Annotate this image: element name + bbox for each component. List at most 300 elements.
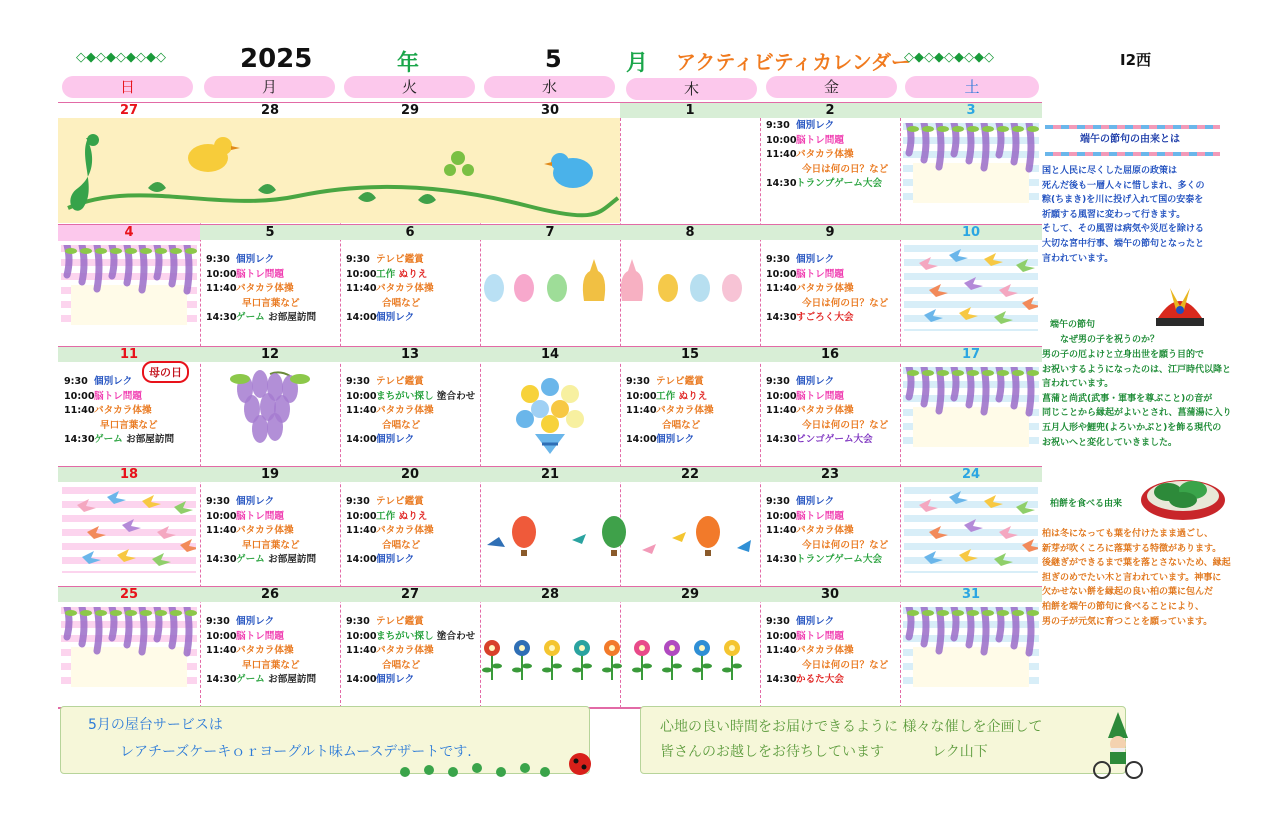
schedule-activity: パタカラ体操: [376, 525, 434, 536]
schedule-activity: 今日は何の日？など: [802, 297, 889, 309]
schedule-time: 14:00: [346, 312, 377, 323]
schedule-list: [626, 375, 758, 448]
date-number: 12: [200, 347, 340, 362]
flowers-illustration: [482, 638, 757, 683]
calendar-cell-sun: [58, 587, 200, 708]
schedule-activity: パタカラ体操: [796, 645, 854, 656]
schedule-entry: [206, 630, 338, 645]
calendar-cell-sat: [900, 103, 1042, 225]
date-number: 10: [900, 225, 1042, 240]
schedule-time: 11:40: [346, 645, 377, 656]
schedule-activity: 個別レク: [376, 312, 415, 323]
schedule-activity: 今日は何の日？など: [802, 539, 889, 551]
wisteria-illustration: [903, 367, 1039, 451]
schedule-entry: [64, 419, 198, 434]
schedule-entry: [346, 404, 478, 419]
schedule-time: 9:30: [346, 254, 370, 265]
schedule-time: 9:30: [766, 376, 790, 387]
schedule-entry: [206, 253, 338, 268]
schedule-time: 14:30: [766, 434, 797, 445]
date-number: 9: [760, 225, 900, 240]
side-text-line: 五月人形や鯉兜(よろいかぶと)を飾る現代の: [1042, 422, 1222, 433]
schedule-entry: [206, 268, 338, 283]
schedule-activity: ぬりえ: [395, 268, 428, 280]
schedule-entry: [346, 253, 478, 268]
schedule-entry: [766, 148, 898, 163]
header-year-kanji: 年: [397, 51, 420, 76]
schedule-entry: [766, 630, 898, 645]
date-number: 30: [480, 103, 620, 118]
schedule-activity: 脳トレ問題: [796, 268, 844, 280]
side-text-line: 柏は冬になっても葉を付けたまま過ごし、: [1042, 529, 1214, 539]
date-number: 29: [620, 587, 760, 602]
rabbit-icon: [583, 259, 605, 301]
flying-birds-illustration: [904, 245, 1038, 331]
date-number: 26: [200, 587, 340, 602]
weekday-monday: 月: [204, 76, 335, 98]
schedule-activity: パタカラ体操: [236, 525, 294, 536]
unit-label: I2西: [1120, 51, 1152, 69]
kabuto-helmet-icon: [1150, 280, 1210, 335]
schedule-activity: テレビ鑑賞: [376, 376, 424, 387]
date-number: 8: [620, 225, 760, 240]
ladybug-icon: [569, 753, 591, 775]
side-section2-heading1: 端午の節句: [1050, 320, 1096, 330]
calendar-cell-sun: [58, 347, 200, 467]
schedule-time: 11:40: [766, 405, 797, 416]
schedule-list: [206, 615, 338, 688]
schedule-entry: [206, 553, 338, 568]
schedule-activity: 個別レク: [796, 120, 835, 131]
schedule-activity: パタカラ体操: [656, 405, 714, 416]
side-text-line: 粽(ちまき)を川に投げ入れて国の安泰を: [1042, 195, 1204, 206]
side-text-line: 国と人民に尽くした屈原の政策は: [1042, 166, 1178, 176]
schedule-time: 9:30: [346, 616, 370, 627]
schedule-time: 9:30: [206, 496, 230, 507]
schedule-entry: [766, 177, 898, 192]
schedule-entry: [346, 419, 478, 434]
schedule-entry: [346, 553, 478, 568]
schedule-activity: まちがい探し: [376, 630, 434, 642]
side-section3-heading: 柏餅を食べる由来: [1050, 499, 1123, 509]
schedule-time: 11:40: [766, 283, 797, 294]
schedule-time: 14:30: [766, 674, 797, 685]
schedule-activity: 今日は何の日？など: [802, 419, 889, 431]
schedule-activity: ゲーム: [94, 434, 123, 445]
schedule-entry: [766, 253, 898, 268]
flying-birds-illustration: [62, 487, 196, 573]
calendar-cell-sun: [58, 467, 200, 587]
schedule-time: 11:40: [766, 149, 797, 160]
calendar-cell-fri: [760, 467, 900, 587]
schedule-entry: [346, 524, 478, 539]
wisteria-bunch-illustration: [220, 369, 320, 459]
mothers-day-badge: 母の日: [142, 361, 189, 383]
side-decoration-line: [1045, 125, 1220, 129]
schedule-time: 14:30: [206, 554, 237, 565]
schedule-entry: [346, 644, 478, 659]
wisteria-illustration: [61, 245, 197, 329]
weekday-sunday: 日: [62, 76, 193, 98]
schedule-time: 14:30: [206, 674, 237, 685]
schedule-time: 9:30: [206, 254, 230, 265]
schedule-entry: [206, 495, 338, 510]
schedule-activity: 合唱など: [382, 419, 421, 431]
schedule-activity: 脳トレ問題: [796, 134, 844, 146]
date-number: 31: [900, 587, 1042, 602]
gnome-bicycle-icon: [1088, 710, 1148, 780]
date-number: 21: [480, 467, 620, 482]
schedule-activity: お部屋訪問: [264, 554, 317, 565]
schedule-entry: [766, 163, 898, 178]
schedule-activity: テレビ鑑賞: [656, 376, 704, 387]
schedule-time: 9:30: [766, 616, 790, 627]
header-decoration-right: ◇◆◇◆◇◆◇◆◇: [904, 50, 994, 65]
header-month: 5: [545, 45, 562, 73]
schedule-entry: [766, 390, 898, 405]
schedule-entry: [766, 495, 898, 510]
schedule-activity: 脳トレ問題: [796, 390, 844, 402]
schedule-activity: 合唱など: [662, 419, 701, 431]
schedule-entry: [346, 539, 478, 554]
schedule-time: 14:00: [626, 434, 657, 445]
schedule-entry: [346, 630, 478, 645]
schedule-activity: ぬりえ: [395, 510, 428, 522]
date-number: 30: [760, 587, 900, 602]
header-year: 2025: [240, 44, 313, 74]
schedule-activity: 合唱など: [382, 297, 421, 309]
flying-birds-illustration: [904, 487, 1038, 573]
schedule-list: [766, 253, 898, 326]
schedule-entry: [766, 419, 898, 434]
schedule-activity: パタカラ体操: [796, 283, 854, 294]
schedule-activity: 塗合わせ: [433, 630, 476, 642]
schedule-activity: ぬりえ: [675, 390, 708, 402]
calendar-cell-tue: [340, 225, 480, 347]
schedule-time: 14:30: [64, 434, 95, 445]
date-number: 11: [58, 347, 200, 362]
balloons-birds-illustration: [482, 510, 757, 565]
schedule-activity: すごろく大会: [796, 312, 854, 323]
schedule-activity: 今日は何の日？など: [802, 163, 889, 175]
schedule-time: 14:30: [206, 312, 237, 323]
schedule-entry: [206, 644, 338, 659]
date-number: 5: [200, 225, 340, 240]
schedule-time: 9:30: [346, 496, 370, 507]
schedule-activity: 脳トレ問題: [796, 630, 844, 642]
schedule-activity: パタカラ体操: [236, 645, 294, 656]
date-number: 6: [340, 225, 480, 240]
kashiwa-mochi-icon: [1138, 466, 1228, 522]
schedule-activity: 早口言葉など: [100, 419, 158, 431]
schedule-entry: [64, 404, 198, 419]
schedule-list: [766, 615, 898, 688]
schedule-list: [206, 495, 338, 568]
schedule-activity: ゲーム: [236, 312, 265, 323]
schedule-entry: [206, 615, 338, 630]
schedule-entry: [626, 390, 758, 405]
schedule-time: 9:30: [766, 496, 790, 507]
schedule-time: 11:40: [626, 405, 657, 416]
schedule-entry: [206, 510, 338, 525]
header-month-kanji: 月: [626, 51, 649, 76]
date-number: 13: [340, 347, 480, 362]
schedule-entry: [626, 375, 758, 390]
side-decoration-line: [1045, 152, 1220, 156]
schedule-time: 11:40: [206, 525, 237, 536]
schedule-entry: [206, 282, 338, 297]
schedule-activity: パタカラ体操: [94, 405, 152, 416]
schedule-list: [766, 119, 898, 192]
schedule-entry: [346, 495, 478, 510]
date-number: 7: [480, 225, 620, 240]
side-text-line: 祈願する風習に変わって行きます。: [1042, 209, 1186, 220]
schedule-activity: 個別レク: [376, 674, 415, 685]
calendar-cell-sun: [58, 225, 200, 347]
message-line2: 皆さんのお越しをお待ちしています: [660, 744, 884, 760]
schedule-activity: 脳トレ問題: [94, 390, 142, 402]
schedule-activity: 脳トレ問題: [796, 510, 844, 522]
schedule-time: 10:00: [766, 390, 797, 402]
schedule-entry: [346, 433, 478, 448]
schedule-activity: テレビ鑑賞: [376, 616, 424, 627]
schedule-activity: 脳トレ問題: [236, 268, 284, 280]
weekday-friday: 金: [766, 76, 897, 98]
schedule-entry: [64, 433, 198, 448]
side-section2-heading2: なぜ男の子を祝うのか？: [1060, 335, 1160, 345]
date-number: 14: [480, 347, 620, 362]
schedule-activity: 個別レク: [796, 376, 835, 387]
date-number: 2: [760, 103, 900, 118]
schedule-activity: お部屋訪問: [264, 674, 317, 685]
flower-bouquet-illustration: [500, 369, 600, 459]
date-number: 22: [620, 467, 760, 482]
weekday-tuesday: 火: [344, 76, 475, 98]
date-number: 4: [58, 225, 200, 241]
schedule-entry: [766, 282, 898, 297]
schedule-time: 10:00: [346, 510, 377, 522]
schedule-list: [346, 495, 478, 568]
schedule-entry: [766, 659, 898, 674]
schedule-activity: 工作: [656, 390, 676, 402]
date-number: 20: [340, 467, 480, 482]
schedule-entry: [766, 539, 898, 554]
schedule-activity: 今日は何の日？など: [802, 659, 889, 671]
schedule-time: 10:00: [346, 630, 377, 642]
schedule-time: 9:30: [346, 376, 370, 387]
calendar-cell-mon: [200, 587, 340, 708]
side-text-line: そして、その風習は病気や災厄を除ける: [1042, 224, 1204, 235]
schedule-activity: 個別レク: [656, 434, 695, 445]
wisteria-illustration: [61, 607, 197, 691]
schedule-time: 14:30: [766, 178, 797, 189]
schedule-activity: 個別レク: [94, 376, 133, 387]
date-number: 1: [620, 103, 760, 118]
schedule-entry: [766, 134, 898, 149]
schedule-entry: [346, 375, 478, 390]
schedule-time: 10:00: [766, 630, 797, 642]
weekday-saturday: 土: [905, 76, 1039, 98]
schedule-activity: 個別レク: [376, 554, 415, 565]
side-section2-body: [1042, 348, 1232, 450]
side-text-line: 担ぎのめでたい木と言われています。神事に: [1042, 572, 1222, 583]
schedule-entry: [766, 297, 898, 312]
easter-eggs-illustration: [482, 256, 752, 316]
schedule-activity: トランプゲーム大会: [796, 178, 883, 189]
schedule-activity: 個別レク: [796, 254, 835, 265]
calendar-cell-thu: [620, 347, 760, 467]
bird-vine-illustration: [58, 118, 620, 223]
schedule-entry: [206, 311, 338, 326]
schedule-list: [206, 253, 338, 326]
side-text-line: お祝いへと変化していきました。: [1042, 437, 1178, 448]
schedule-activity: 個別レク: [376, 434, 415, 445]
schedule-time: 9:30: [206, 616, 230, 627]
schedule-activity: 合唱など: [382, 539, 421, 551]
schedule-entry: [626, 419, 758, 434]
date-number: 23: [760, 467, 900, 482]
schedule-entry: [346, 311, 478, 326]
weekday-thursday: 木: [626, 78, 757, 100]
schedule-time: 11:40: [346, 525, 377, 536]
schedule-activity: 早口言葉など: [242, 297, 300, 309]
schedule-time: 10:00: [626, 390, 657, 402]
rabbit-icon: [621, 259, 643, 301]
schedule-time: 10:00: [766, 510, 797, 522]
side-text-line: 菖蒲と尚武(武事・軍事を尊ぶこと)の音が: [1042, 393, 1213, 404]
side-text-line: お祝いするようになったのは、江戸時代以降と: [1042, 364, 1232, 375]
schedule-activity: 早口言葉など: [242, 539, 300, 551]
page-title: アクティビティカレンダー: [676, 50, 911, 74]
calendar-cell-tue: [340, 347, 480, 467]
schedule-entry: [206, 524, 338, 539]
calendar-cell-tue: [340, 587, 480, 708]
date-number: 17: [900, 347, 1042, 362]
schedule-entry: [626, 404, 758, 419]
schedule-time: 14:00: [346, 554, 377, 565]
side-text-line: 柏餅を端午の節句に食べることにより、: [1042, 601, 1205, 612]
schedule-entry: [206, 673, 338, 688]
schedule-time: 11:40: [766, 525, 797, 536]
food-service-line2: レアチーズケーキｏｒヨーグルト味ムースデザートです.: [120, 744, 472, 760]
calendar-cell-sat: [900, 587, 1042, 708]
schedule-activity: 脳トレ問題: [236, 510, 284, 522]
date-number: 24: [900, 467, 1042, 482]
weekday-wednesday: 水: [484, 76, 615, 98]
schedule-activity: 個別レク: [796, 616, 835, 627]
date-number: 27: [58, 103, 200, 118]
wisteria-illustration: [903, 123, 1039, 207]
schedule-activity: テレビ鑑賞: [376, 496, 424, 507]
schedule-activity: まちがい探し: [376, 390, 434, 402]
schedule-entry: [766, 375, 898, 390]
clover-ladybug-decoration: [395, 748, 610, 782]
calendar-cell-thu: [620, 103, 760, 225]
date-number: 25: [58, 587, 200, 602]
schedule-entry: [766, 311, 898, 326]
schedule-time: 14:00: [346, 434, 377, 445]
calendar-cell-wed: [480, 347, 620, 467]
schedule-entry: [206, 297, 338, 312]
schedule-activity: 脳トレ問題: [236, 630, 284, 642]
schedule-activity: ゲーム: [236, 554, 265, 565]
schedule-time: 11:40: [346, 283, 377, 294]
schedule-list: [64, 375, 198, 448]
schedule-activity: 個別レク: [796, 496, 835, 507]
calendar-cell-sat: [900, 347, 1042, 467]
schedule-activity: パタカラ体操: [796, 525, 854, 536]
schedule-activity: 工作: [376, 268, 396, 280]
schedule-list: [766, 375, 898, 448]
schedule-time: 10:00: [346, 268, 377, 280]
schedule-time: 14:30: [766, 312, 797, 323]
date-number: 19: [200, 467, 340, 482]
schedule-time: 11:40: [64, 405, 95, 416]
schedule-activity: お部屋訪問: [264, 312, 317, 323]
calendar-cell-sat: [900, 467, 1042, 587]
schedule-time: 11:40: [346, 405, 377, 416]
side-text-line: 男の子の厄よけと立身出世を願う目的で: [1042, 350, 1205, 360]
calendar-cell-fri: [760, 347, 900, 467]
side-text-line: 言われています。: [1042, 253, 1114, 264]
calendar-cell-mon: [200, 467, 340, 587]
schedule-time: 11:40: [206, 283, 237, 294]
schedule-time: 10:00: [206, 268, 237, 280]
side-text-line: 同じことから縁起がよいとされ、菖蒲湯に入り: [1042, 408, 1232, 419]
schedule-list: [766, 495, 898, 568]
schedule-entry: [346, 390, 478, 405]
side-text-line: 新芽が吹くころに落葉する特徴があります。: [1042, 543, 1222, 554]
side-section3-body: [1042, 527, 1231, 629]
schedule-time: 10:00: [346, 390, 377, 402]
schedule-time: 11:40: [766, 645, 797, 656]
date-number: 16: [760, 347, 900, 362]
schedule-entry: [64, 390, 198, 405]
schedule-activity: お部屋訪問: [122, 434, 175, 445]
calendar-cell-fri: [760, 587, 900, 708]
schedule-entry: [346, 659, 478, 674]
date-number: 3: [900, 103, 1042, 118]
side-text-line: 大切な宮中行事、端午の節句となったと: [1042, 238, 1205, 249]
side-text-line: 死んだ後も一層人々に惜しまれ、多くの: [1042, 180, 1205, 191]
date-number: 28: [480, 587, 620, 602]
schedule-time: 10:00: [206, 510, 237, 522]
schedule-activity: パタカラ体操: [376, 645, 434, 656]
signature: レク山下: [932, 744, 988, 760]
schedule-entry: [346, 297, 478, 312]
schedule-activity: 個別レク: [236, 254, 275, 265]
schedule-list: [346, 615, 478, 688]
side-text-line: 言われています。: [1042, 379, 1114, 390]
schedule-entry: [766, 673, 898, 688]
schedule-list: [346, 375, 478, 448]
schedule-activity: 塗合わせ: [433, 390, 476, 402]
side-section1-title: 端午の節句の由来とは: [1080, 134, 1180, 145]
schedule-activity: かるた大会: [796, 674, 844, 685]
calendar-cell-sat: [900, 225, 1042, 347]
calendar-cell-fri: [760, 225, 900, 347]
date-number: 29: [340, 103, 480, 118]
schedule-entry: [766, 268, 898, 283]
schedule-time: 10:00: [206, 630, 237, 642]
food-service-line1: 5月の屋台サービスは: [88, 717, 223, 733]
schedule-time: 11:40: [206, 645, 237, 656]
schedule-entry: [766, 433, 898, 448]
schedule-activity: 工作: [376, 510, 396, 522]
side-text-line: 後継ぎができるまで葉を落とさないため、縁起: [1042, 558, 1231, 569]
schedule-time: 9:30: [626, 376, 650, 387]
schedule-activity: パタカラ体操: [796, 149, 854, 160]
